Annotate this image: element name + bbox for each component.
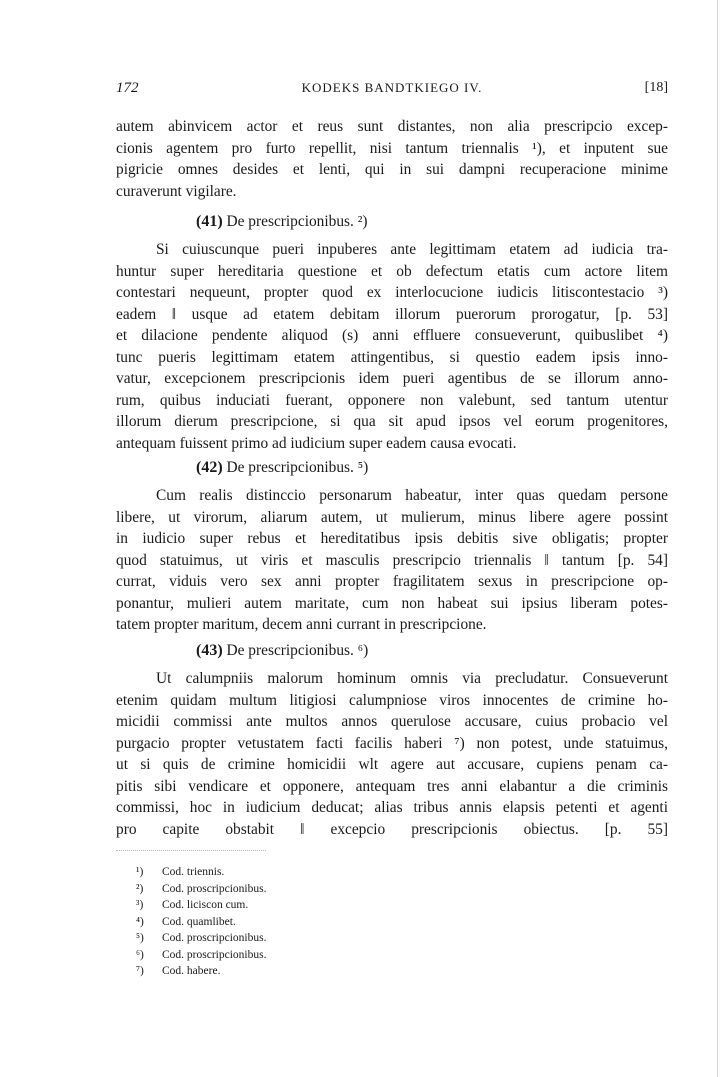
footnote-text: Cod. proscripcionibus. [162, 932, 267, 944]
section-heading-43 [196, 642, 368, 660]
footnote-text: Cod. proscripcionibus. [162, 882, 267, 895]
text-line: huntur super hereditaria questione et ob defectum etatis cum actore litem [116, 262, 668, 280]
running-head [116, 78, 668, 100]
section-marker: [18] [644, 80, 668, 95]
section-number: (41) [196, 213, 223, 230]
text-line: Si cuiuscunque pueri inpuberes ante legittimam etatem ad iudicia tra- [156, 241, 668, 258]
footnote [136, 930, 266, 947]
footnote-mark: ²) [136, 882, 144, 895]
footnote-mark: ³) [136, 899, 144, 911]
footnote-mark: ⁵) [136, 932, 144, 944]
text-line: ponantur, mulieri autem maritate, cum non habeat sui ipsius liberam potes- [116, 594, 668, 612]
footnote-text: Cod. habere. [162, 965, 221, 977]
text-line: currat, viduis vero sex anni propter fragilitatem sexus in prescripcione op- [116, 573, 668, 590]
footnote-divider [116, 850, 266, 851]
section-title: De prescripcionibus. ⁵) [226, 459, 369, 476]
footnote [136, 947, 266, 964]
footnote-text: Cod. proscripcionibus. [162, 948, 267, 961]
text-line: pigricie omnes desides et lenti, qui in sui dampni recuperacione minime [116, 161, 668, 178]
text-line: Ut calumpniis malorum hominum omnis via precludatur. Consueverunt [156, 670, 668, 687]
section-41-paragraph [116, 239, 668, 454]
text-line: rum, quibus induciati fuerant, opponere non valebunt, sed tantum utentur [116, 391, 668, 409]
footnote [136, 864, 266, 881]
footnote-text: Cod. triennis. [162, 866, 225, 878]
text-line: vatur, excepcionem prescripcionis idem pueri agentibus de se illorum anno- [116, 370, 668, 387]
section-title: De prescripcionibus. ⁶) [226, 642, 369, 659]
footnote-text: Cod. liciscon cum. [162, 899, 249, 911]
footnote [136, 897, 266, 914]
page-edge [717, 0, 718, 1077]
text-line: curaverunt vigilare. [116, 182, 237, 200]
section-title: De prescripcionibus. ²) [226, 213, 368, 230]
page-number: 172 [116, 80, 139, 96]
footnote-mark: ¹) [136, 866, 144, 878]
text-line: ut si quis de crimine homicidii wlt agere aut accusare, cupiens penam ca- [116, 756, 668, 773]
text-line: purgacio propter vetustatem facti facilis haberi ⁷) non potest, unde statuimus, [116, 734, 668, 752]
footnotes [136, 864, 266, 980]
text-line: in iudicio super rebus et hereditatibus ipsis debitis sive obligatis; propter [116, 530, 668, 547]
text-line: libere, ut virorum, aliarum autem, ut mulierum, minus libere agere possint [116, 508, 668, 526]
text-line: tatem propter maritum, decem anni currant in prescripcione. [116, 616, 487, 633]
text-line: eadem ‖ usque ad etatem debitam illorum puerorum prorogatur, [p. 53] [116, 305, 668, 323]
section-43-paragraph [116, 668, 668, 840]
continuation-paragraph [116, 116, 668, 202]
text-line: et dilacione pendente aliquod (s) anni effluere consueverunt, quibuslibet ⁴) [116, 327, 668, 344]
text-line: quod statuimus, ut viris et masculis prescripcio triennalis ‖ tantum [p. 54] [116, 551, 668, 569]
section-number: (42) [196, 459, 223, 476]
text-line: antequam fuissent primo ad iudicium super eadem causa evocati. [116, 434, 517, 452]
text-line: autem abinvicem actor et reus sunt distantes, non alia prescripcio excep- [116, 118, 668, 135]
footnote [136, 963, 266, 980]
text-line: pitis sibi vendicare et opponere, antequam tres anni elabantur a die criminis [116, 777, 668, 795]
text-line: illorum dierum prescripcione, si qua sit apud ipsos vel eorum progenitores, [116, 413, 668, 430]
section-heading-42 [196, 459, 368, 477]
text-line: contestari nequeunt, propter quod ex interlocucione iudicis litiscontestacio ³) [116, 284, 668, 301]
text-line: pro capite obstabit ‖ excepcio prescripcionis obiectus. [p. 55] [116, 820, 668, 838]
text-line: tunc pueris legittimam etatem attingentibus, si questio eadem ipsis inno- [116, 348, 668, 366]
footnote [136, 914, 266, 931]
footnote [136, 881, 266, 898]
text-line: cionis agentem pro furto repellit, nisi tantum triennalis ¹), et inputent sue [116, 139, 668, 157]
section-number: (43) [196, 642, 223, 659]
text-line: Cum realis distinccio personarum habeatur, inter quas quedam persone [156, 487, 668, 504]
section-heading-41 [196, 213, 367, 231]
footnote-mark: ⁷) [136, 965, 144, 977]
text-line: commissi, hoc in iudicium deducat; alias tribus annis elapsis petenti et agenti [116, 799, 668, 816]
section-42-paragraph [116, 485, 668, 636]
footnote-text: Cod. quamlibet. [162, 915, 236, 928]
text-line: micidii commissi ante multos annos querulose accusare, cuius probacio vel [116, 713, 668, 730]
running-title: KODEKS BANDTKIEGO IV. [301, 80, 483, 95]
footnote-mark: ⁴) [136, 915, 144, 928]
text-line: etenim quidam multum litigiosi calumpniose viros innocentes de crimine ho- [116, 691, 668, 709]
footnote-mark: ⁶) [136, 948, 144, 961]
